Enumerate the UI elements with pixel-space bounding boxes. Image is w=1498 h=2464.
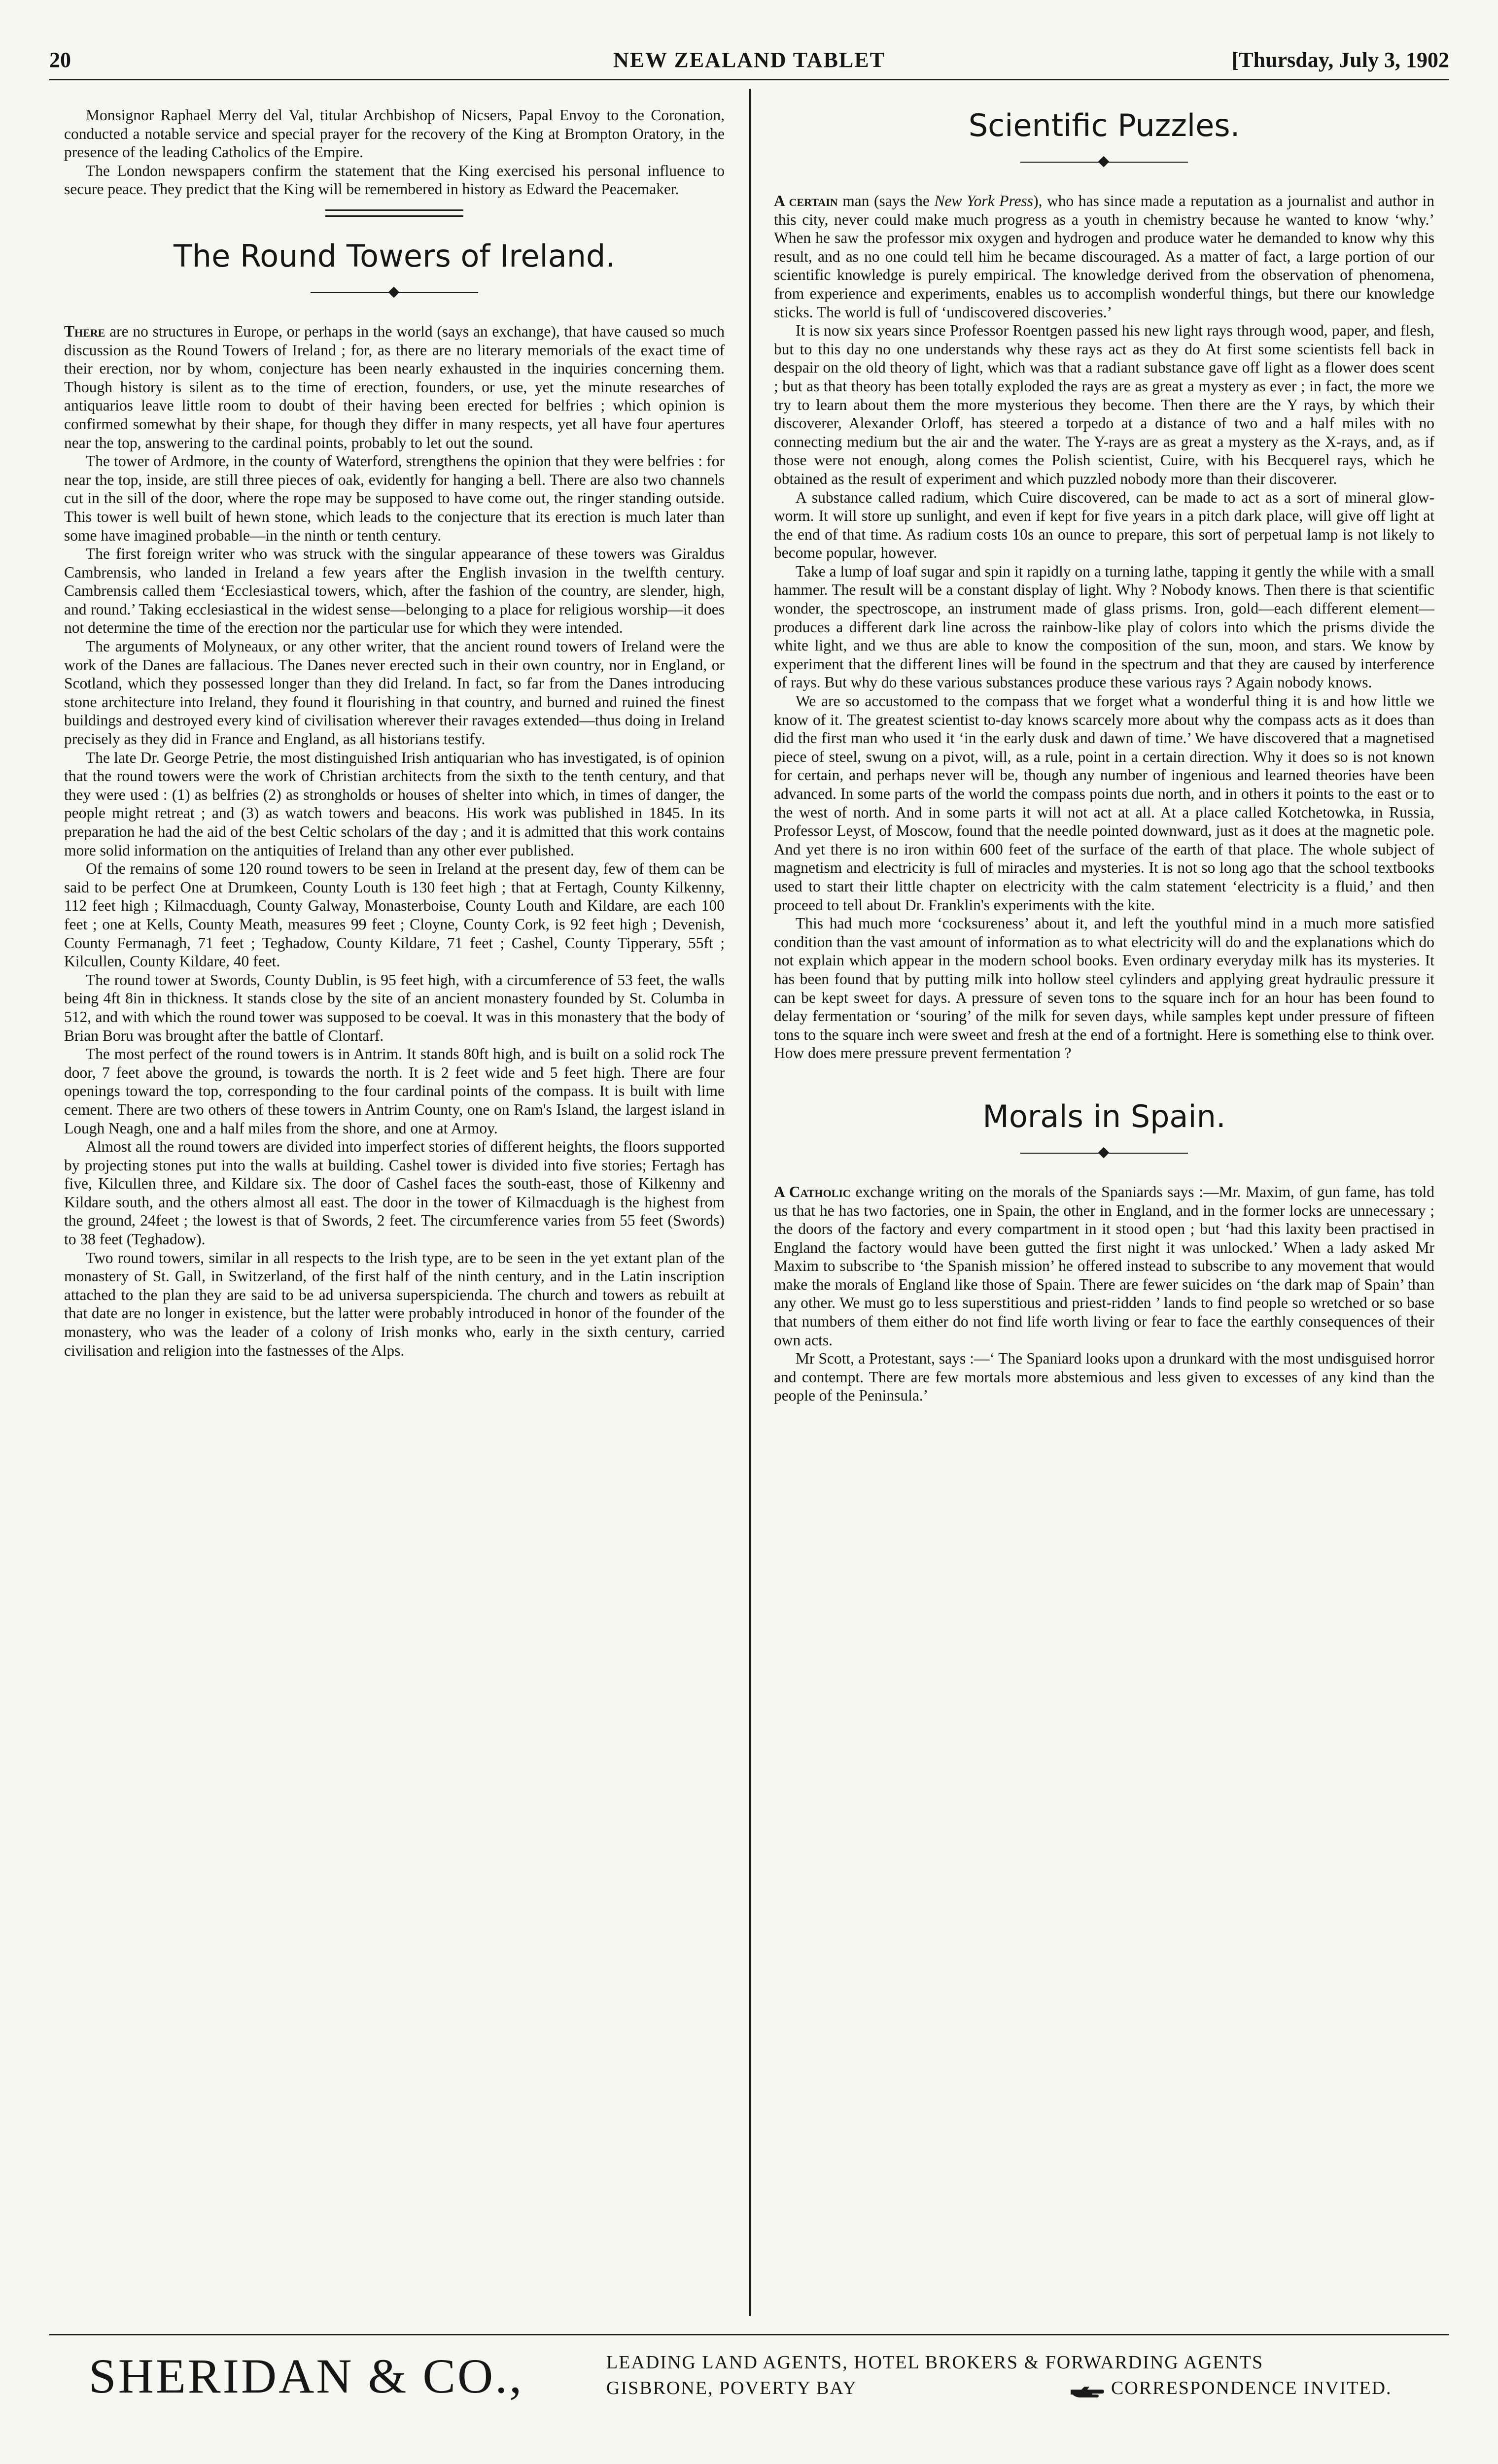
drop-word: A Catholic	[774, 1183, 851, 1200]
article-paragraph: A certain man (says the New York Press), who has since made a reputation as a journalist and author in this city, never could make much progress as a youth in chemistry because he wanted to know ‘why.’ When he saw the professor mix oxygen and hydrogen and produce water he demanded to know why this result, and as no one could tell him he became discouraged. As a matter of fact, a large portion of our scientific knowledge is purely empirical. The knowledge derived from the observation of phenomena, from experience and experiments, enables us to accomplish wonderful things, but there our knowledge sticks. The world is full of ‘undiscovered discoveries.’	[774, 192, 1434, 321]
page-number: 20	[49, 48, 71, 72]
article-paragraph: Of the remains of some 120 round towers to be seen in Ireland at the present day, few of them can be said to be perfect One at Drumkeen, County Louth is 130 feet high ; that at Fertagh, County Kilkenny, 112 feet high ; Kilmacduagh, County Galway, Monasterboise, County Louth and Kildare, are each 100 feet ; one at Kells, County Meath, measures 99 feet ; Cloyne, County Cork, is 92 feet high ; Devenish, County Fermanagh, 71 feet ; Teghadow, County Kildare, 71 feet ; Cashel, County Tipperary, 55ft ; Kilcullen, County Kildare, 40 feet.	[64, 860, 725, 970]
advertiser-name: SHERIDAN & CO.,	[89, 2349, 524, 2403]
title-ornament	[1020, 156, 1188, 168]
page-header	[49, 47, 1449, 77]
advertiser-tagline: LEADING LAND AGENTS, HOTEL BROKERS & FORWARDING AGENTS	[606, 2352, 1264, 2373]
left-column	[64, 106, 725, 1360]
column-divider	[749, 89, 751, 2316]
article-paragraph: The first foreign writer who was struck with the singular appearance of these towers was Giraldus Cambrensis, who landed in Ireland a few years after the English invasion in the twelfth century. Cambrensis called them ‘Ecclesiastical towers, which, after the fashion of the country, are slender, high, and round.’ Taking ecclesiastical in the widest sense—belonging to a place for religious worship—it does not determine the time of the erection nor the particular use for which they were intended.	[64, 545, 725, 637]
article-paragraph: Almost all the round towers are divided into imperfect stories of different heights, the floors supported by projecting stones put into the walls at building. Cashel tower is divided into five stories; Fertagh has five, Kilcullen three, and Kildare six. The door of Cashel faces the south-east, those of Kilkenny and Kildare south, and the others almost all east. The door in the tower of Kilmacduagh is the highest from the ground, 24feet ; the lowest is that of Swords, 2 feet. The circumference varies from 55 feet (Swords) to 38 feet (Teghadow).	[64, 1138, 725, 1248]
article-paragraph: This had much more ‘cocksureness’ about it, and left the youthful mind in a much more satisfied condition than the vast amount of information as to what electricity will do and the explanations which do not explain which appear in the modern school books. Even ordinary everyday milk has its mysteries. It has been found that by putting milk into hollow steel cylinders and applying great hydraulic pressure it can be kept sweet for days. A pressure of seven tons to the square inch for an hour has been found to delay fermentation or ‘souring’ of the milk for seven days, while samples kept under pressure of fifteen tons to the square inch were sweet and fresh at the end of a fortnight. Here is something else to think over. How does mere pressure prevent fermentation ?	[774, 915, 1434, 1062]
title-ornament	[311, 287, 478, 299]
article-title-round-towers: The Round Towers of Ireland.	[173, 238, 616, 274]
article-paragraph: Two round towers, similar in all respects to the Irish type, are to be seen in the yet extant plan of the monastery of St. Gall, in Switzerland, of the first half of the ninth century, and in the Latin inscription attached to the plan they are said to be ad universa superspicienda. The church and towers as rebuilt at that date are no longer in existence, but the latter were probably introduced in honor of the founder of the monastery, who was the leader of a colony of Irish monks who, early in the sixth century, carried civilisation and religion into the fastnesses of the Alps.	[64, 1249, 725, 1359]
intro-paragraph: The London newspapers confirm the statement that the King exercised his personal influence to secure peace. They predict that the King will be remembered in history as Edward the Peacemaker.	[64, 162, 725, 198]
advertiser-invitation: CORRESPONDENCE INVITED.	[1070, 2377, 1392, 2399]
drop-word: A certain	[774, 192, 838, 209]
article-paragraph: Take a lump of loaf sugar and spin it rapidly on a turning lathe, tapping it gently the while with a small hammer. The result will be a constant display of light. Why ? Nobody knows. Then there is that scientific wonder, the spectroscope, an instrument made of glass prisms. Iron, gold—each different element—produces a different dark line across the rainbow-like play of colors into which the prisms divide the white light, and we thus are able to know the composition of the sun, moon, and stars. We know by experiment that the different lines will be found in the spectrum and that they are caused by interference of rays. But why do these various substances produce these various rays ? Again nobody knows.	[774, 562, 1435, 691]
pointing-hand-icon	[1070, 2383, 1104, 2396]
article-paragraph: A Catholic exchange writing on the morals of the Spaniards says :—Mr. Maxim, of gun fame, has told us that he has two factories, one in Spain, the other in England, and in the former locks are unnecessary ; the doors of the factory and every compartment in it stood open ; but ‘had this laxity been practised in England the factory would have been gutted the first night it was unlocked.’ When a lady asked Mr Maxim to subscribe to ‘the Spanish mission’ he offered instead to subscribe to any movement that would make the morals of England like those of Spain. There are fewer suicides on ‘the dark map of Spain’ than any other. We must go to less superstitious and priest-ridden ’ lands to find people so wretched or so base that numbers of them either do not find life worth living or fear to face the earthly consequences of their own acts.	[774, 1183, 1434, 1349]
title-ornament	[1020, 1147, 1188, 1159]
section-separator	[325, 209, 463, 217]
footer-rule	[49, 2334, 1449, 2335]
article-title-scientific-puzzles: Scientific Puzzles.	[968, 107, 1240, 143]
article-paragraph: The tower of Ardmore, in the county of Waterford, strengthens the opinion that they were belfries : for near the top, inside, are still three pieces of oak, evidently for hanging a bell. There are also two channels cut in the sill of the door, where the rope may be supposed to have come out, the ringer standing outside. This tower is well built of hewn stone, which leads to the conjecture that its erection is much later than some have imagined probable—in the ninth or tenth century.	[64, 452, 725, 544]
article-paragraph: We are so accustomed to the compass that we forget what a wonderful thing it is and how little we know of it. The greatest scientist to-day knows scarcely more about why the compass acts as it does than did the first man who used it ‘in the early dusk and dawn of time.’ We have discovered that a magnetised piece of steel, swung on a pivot, will, as a rule, point in a certain direction. Why it does so is not known for certain, and perhaps never will be, though any number of ingenious and learned theories have been advanced. In some parts of the world the compass points due north, and in others it points to the east or to the west of north. And in some parts it will not act at all. At a place called Kotchetowka, in Russia, Professor Leyst, of Moscow, found that the needle pointed downward, just as it does at the magnetic pole. And yet there is no iron within 600 feet of the surface of the earth of that place. The whole subject of magnetism and electricity is full of miracles and mysteries. It is not so long ago that the school textbooks used to start their little chapter on electricity with the calm statement ‘electricity is a fluid,’ and then proceed to tell about Dr. Franklin's experiments with the kite.	[774, 692, 1434, 914]
article-paragraph: The late Dr. George Petrie, the most distinguished Irish antiquarian who has investigated, is of opinion that the round towers were the work of Christian architects from the sixth to the tenth century, and that they were used : (1) as belfries (2) as strongholds or houses of shelter into which, in times of danger, the people might retreat ; and (3) as watch towers and beacons. His work was published in 1845. In its preparation he had the aid of the best Celtic scholars of the day ; and it is admitted that this work contains more solid information on the antiquities of Ireland than any other ever published.	[64, 749, 725, 859]
article-paragraph: There are no structures in Europe, or perhaps in the world (says an exchange), that have caused so much discussion as the Round Towers of Ireland ; for, as there are no literary memorials of the exact time of their erection, nor by whom, conjecture has been nearly exhausted in the inquiries concerning them. Though history is silent as to the time of erection, founders, or use, yet the minute researches of antiquarios leave little room to doubt of their having been erected for belfries ; which opinion is confirmed somewhat by their shape, for though they differ in many respects, yet all have four apertures near the top, answering to the cardinal points, probably to let out the sound.	[64, 322, 725, 451]
article-paragraph: The arguments of Molyneaux, or any other writer, that the ancient round towers of Ireland were the work of the Danes are fallacious. The Danes never erected such in their own country, nor in England, or Scotland, which they possessed longer than they did Ireland. In fact, so far from the Danes introducing stone architecture into Ireland, they found it flourishing in that country, and burned and ruined the finest buildings and destroyed every kind of civilisation wherever their ravages extended—thus doing in Ireland precisely as they did in France and England, as all historians testify.	[64, 638, 725, 748]
intro-paragraph: Monsignor Raphael Merry del Val, titular Archbishop of Nicsers, Papal Envoy to the Coronation, conducted a notable service and special prayer for the recovery of the King at Brompton Oratory, in the presence of the leading Catholics of the Empire.	[64, 106, 725, 161]
right-column	[774, 106, 1434, 1405]
header-rule	[49, 79, 1449, 80]
publication-citation: New York Press	[934, 192, 1034, 209]
issue-date: [Thursday, July 3, 1902	[1231, 48, 1449, 72]
advertisement-footer	[89, 2347, 1439, 2426]
article-paragraph: The most perfect of the round towers is in Antrim. It stands 80ft high, and is built on a solid rock The door, 7 feet above the ground, is towards the north. It is 2 feet wide and 5 feet high. There are four openings toward the top, corresponding to the four cardinal points of the compass. It is built with lime cement. There are two others of these towers in Antrim County, one on Ram's Island, the largest island in Lough Neagh, one and a half miles from the shore, and one at Armoy.	[64, 1045, 725, 1137]
advertiser-location: GISBRONE, POVERTY BAY	[606, 2378, 857, 2398]
article-paragraph: The round tower at Swords, County Dublin, is 95 feet high, with a circumference of 53 feet, the walls being 4ft 8in in thickness. It stands close by the site of an ancient monastery founded by St. Columba in 512, and with which the round tower was supposed to be coeval. It was in this monastery that the body of Brian Boru was brought after the battle of Clontarf.	[64, 971, 725, 1044]
article-paragraph: It is now six years since Professor Roentgen passed his new light rays through wood, paper, and flesh, but to this day no one understands why these rays act as they do At first some scientists fell back in despair on the old theory of light, which was that a radiant substance gave off light as a flower does scent ; but as that theory has been totally exploded the rays are as great a mystery as ever ; in fact, the more we try to learn about them the more mysterious they become. Then there are the Y rays, by which their discoverer, Alexander Orloff, has steered a torpedo at a distance of two and a half miles with no connecting medium but the air and the water. The Y-rays are as great a mystery as the X-rays, and, as if those were not enough, along comes the Polish scientist, Cuire, with his Becquerel rays, which he obtained as the result of experiment and which puzzled nobody more than their discoverer.	[774, 322, 1434, 487]
drop-word: There	[64, 322, 105, 340]
article-paragraph: Mr Scott, a Protestant, says :—‘ The Spaniard looks upon a drunkard with the most undisguised horror and contempt. There are few mortals more abstemious and less given to excesses of any kind than the people of the Peninsula.’	[774, 1350, 1434, 1404]
article-paragraph: A substance called radium, which Cuire discovered, can be made to act as a sort of mineral glow-worm. It will store up sunlight, and even if kept for five years in a pitch dark place, will give off light at the end of that time. As radium costs 10s an ounce to prepare, this sort of perpetual lamp is not likely to become popular, however.	[774, 488, 1434, 562]
article-title-morals-in-spain: Morals in Spain.	[982, 1098, 1226, 1134]
publication-title: NEW ZEALAND TABLET	[613, 48, 885, 72]
